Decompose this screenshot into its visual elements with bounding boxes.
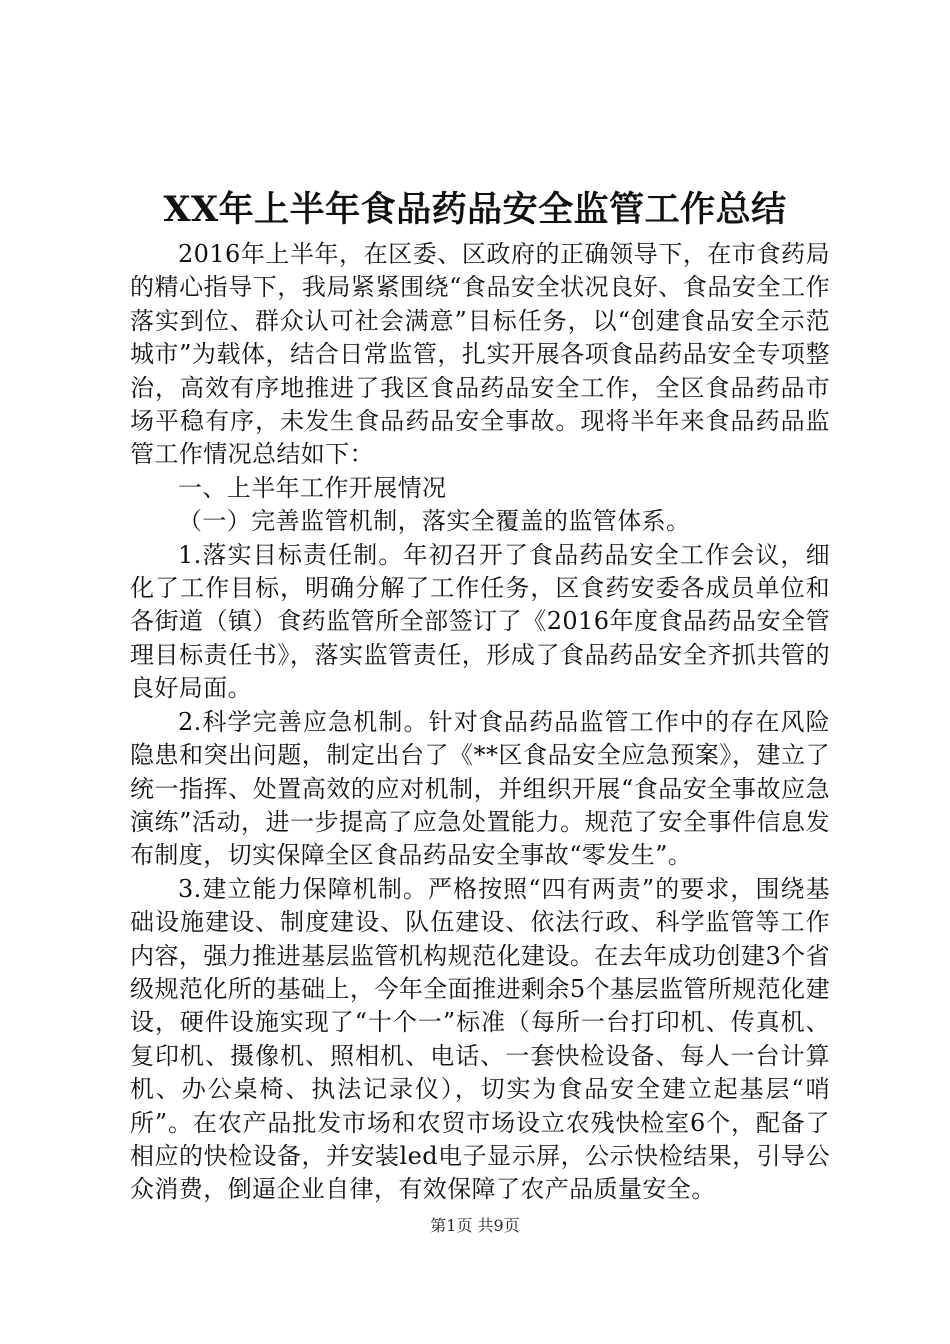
- intro-paragraph: 2016年上半年，在区委、区政府的正确领导下，在市食药局的精心指导下，我局紧紧围绕“食品安全状况良好、食品安全工作落实到位、群众认可社会满意”目标任务，以“创建食品安全示范城市”为载体，结合日常监管，扎实开展各项食品药品安全专项整治，高效有序地推进了我区食品药品安全工作，全区食品药品市场平稳有序，未发生食品药品安全事故。现将半年来食品药品监管工作情况总结如下：: [130, 240, 830, 469]
- subsection-heading: （一）完善监管机制，落实全覆盖的监管体系。: [178, 507, 691, 536]
- document-body: [130, 238, 830, 1207]
- item-paragraph-3: 3.建立能力保障机制。严格按照“四有两责”的要求，围绕基础设施建设、制度建设、队伍建设、依法行政、科学监管等工作内容，强力推进基层监管机构规范化建设。在去年成功创建3个省级规范化所的基础上，今年全面推进剩余5个基层监管所规范化建设，硬件设施实现了“十个一”标准（每所一台打印机、传真机、复印机、摄像机、照相机、电话、一套快检设备、每人一台计算机、办公桌椅、执法记录仪），切实为食品安全建立起基层“哨所”。在农产品批发市场和农贸市场设立农残快检室6个，配备了相应的快检设备，并安装led电子显示屏，公示快检结果，引导公众消费，倒逼企业自律，有效保障了农产品质量安全。: [130, 874, 830, 1204]
- item-paragraph-2: 2.科学完善应急机制。针对食品药品监管工作中的存在风险隐患和突出问题，制定出台了《**区食品安全应急预案》，建立了统一指挥、处置高效的应对机制，并组织开展“食品安全事故应急演练”活动，进一步提高了应急处置能力。规范了安全事件信息发布制度，切实保障全区食品药品安全事故“零发生”。: [130, 707, 830, 870]
- section-heading: 一、上半年工作开展情况: [178, 473, 447, 502]
- page-number-footer: 第1页 共9页: [430, 1216, 520, 1235]
- document-title: XX年上半年食品药品安全监管工作总结: [163, 189, 787, 230]
- item-paragraph-1: 1.落实目标责任制。年初召开了食品药品安全工作会议，细化了工作目标，明确分解了工作任务，区食药安委各成员单位和各街道（镇）食药监管所全部签订了《2016年度食品药品安全管理目标责任书》，落实监管责任，形成了食品药品安全齐抓共管的良好局面。: [130, 540, 830, 703]
